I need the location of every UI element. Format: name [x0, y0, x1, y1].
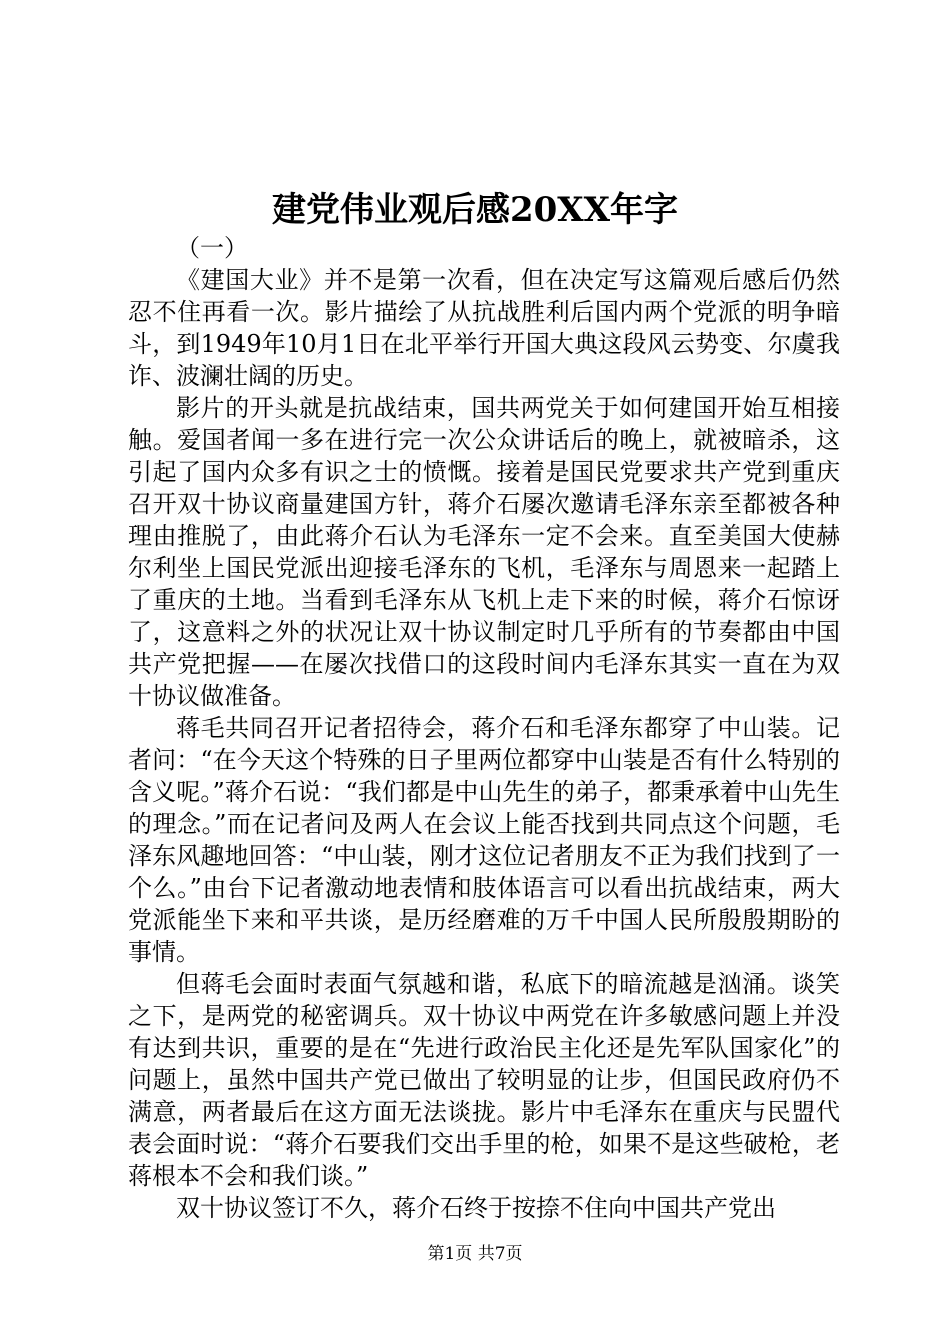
paragraph: 双十协议签订不久，蒋介石终于按捺不住向中国共产党出 — [176, 1194, 776, 1222]
document-body — [128, 232, 840, 1224]
paragraph: 影片的开头就是抗战结束，国共两党关于如何建国开始互相接触。爱国者闻一多在进行完一次公众讲话后的晚上，就被暗杀，这引起了国内众多有识之士的愤慨。接着是国民党要求共产党到重庆召开双十协议商量建国方针，蒋介石屡次邀请毛泽东亲至都被各种理由推脱了，由此蒋介石认为毛泽东一定不会来。直至美国大使赫尔利坐上国民党派出迎接毛泽东的飞机，毛泽东与周恩来一起踏上了重庆的土地。当看到毛泽东从飞机上走下来的时候，蒋介石惊讶了，这意料之外的状况让双十协议制定时几乎所有的节奏都由中国共产党把握——在屡次找借口的这段时间内毛泽东其实一直在为双十协议做准备。 — [128, 394, 840, 710]
paragraph: 《建国大业》并不是第一次看，但在决定写这篇观后感后仍然忍不住再看一次。影片描绘了从抗战胜利后国内两个党派的明争暗斗，到1949年10月1日在北平举行开国大典这段风云势变、尔虞我诈、波澜壮阔的历史。 — [128, 266, 840, 390]
section-marker: （一） — [176, 234, 248, 262]
paragraph: 但蒋毛会面时表面气氛越和谐，私底下的暗流越是汹涌。谈笑之下，是两党的秘密调兵。双十协议中两党在许多敏感问题上并没有达到共识，重要的是在“先进行政治民主化还是先军队国家化”的问题上，虽然中国共产党已做出了较明显的让步，但国民政府仍不满意，两者最后在这方面无法谈拢。影片中毛泽东在重庆与民盟代表会面时说：“蒋介石要我们交出手里的枪，如果不是这些破枪，老蒋根本不会和我们谈。” — [128, 970, 840, 1190]
document-title: 建党伟业观后感20XX年字 — [271, 190, 679, 230]
paragraph: 蒋毛共同召开记者招待会，蒋介石和毛泽东都穿了中山装。记者问：“在今天这个特殊的日子里两位都穿中山装是否有什么特别的含义呢。”蒋介石说：“我们都是中山先生的弟子，都秉承着中山先生的理念。”而在记者问及两人在会议上能否找到共同点这个问题，毛泽东风趣地回答：“中山装，刚才这位记者朋友不正为我们找到了一个么。”由台下记者激动地表情和肢体语言可以看出抗战结束，两大党派能坐下来和平共谈，是历经磨难的万千中国人民所殷殷期盼的事情。 — [128, 714, 840, 966]
page-number-footer: 第1页 共7页 — [427, 1244, 523, 1264]
